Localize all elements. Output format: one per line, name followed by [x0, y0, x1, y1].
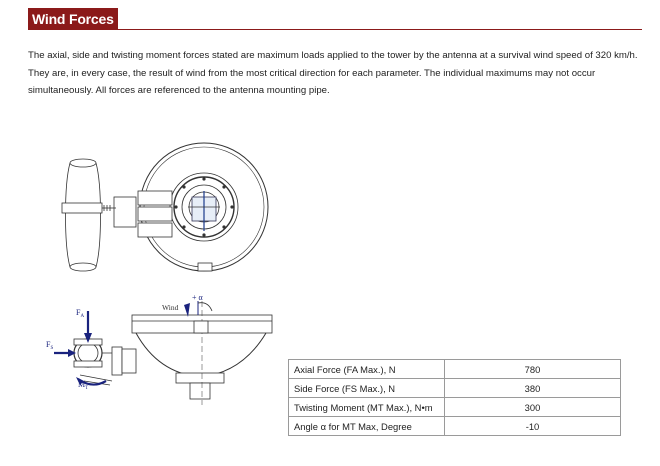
description-paragraph: The axial, side and twisting moment forces stated are maximum loads applied to the tower by the antenna at a survival wind speed of 320 km/h. They are, in every case, the result of wind from the most critical direction for each parameter. The individual maximums may not occur simultaneously. All forces are referenced to the antenna mounting pipe. — [28, 50, 638, 96]
force-label-cell: Axial Force (FA Max.), N — [289, 360, 445, 379]
fa-label: $F_A$ — [76, 308, 85, 319]
table-row — [289, 398, 621, 417]
table-row — [289, 417, 621, 436]
table-row — [289, 379, 621, 398]
force-label-cell: Angle α for MT Max, Degree — [289, 417, 445, 436]
force-label-cell: Side Force (FS Max.), N — [289, 379, 445, 398]
mt-label: $M_T$ — [78, 380, 89, 391]
force-value-cell: -10 — [445, 417, 621, 436]
title-underline — [28, 29, 642, 30]
antenna-wind-force-diagram — [40, 135, 300, 405]
section-title: Wind Forces — [28, 8, 118, 30]
force-label-cell: Twisting Moment (MT Max.), N•m — [289, 398, 445, 417]
wind-label: Wind — [162, 303, 179, 312]
force-value-cell: 380 — [445, 379, 621, 398]
force-value-cell: 780 — [445, 360, 621, 379]
force-value-cell: 300 — [445, 398, 621, 417]
table-row — [289, 360, 621, 379]
fs-label: $F_S$ — [46, 340, 54, 351]
wind-forces-table — [288, 359, 621, 436]
alpha-label: + α — [192, 293, 203, 302]
